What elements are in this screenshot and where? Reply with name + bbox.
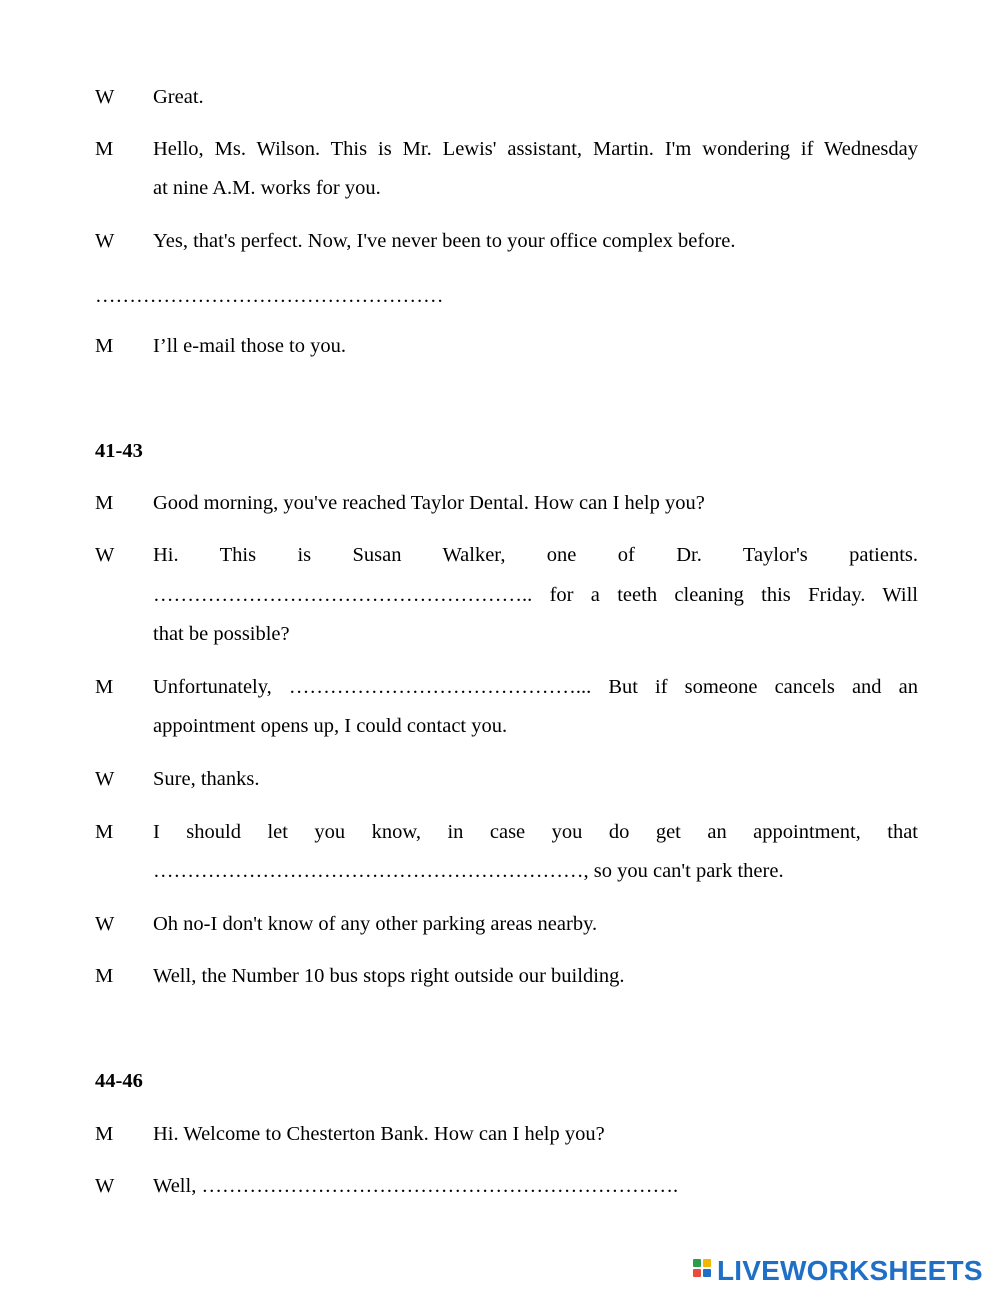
speaker-label: M [95, 676, 114, 698]
speaker-label: M [95, 965, 114, 987]
speaker-label: W [95, 230, 115, 252]
dialogue-text: Oh no-I don't know of any other parking areas nearby. [153, 913, 598, 935]
dialogue-text-with-blank[interactable]: ………………………………………………………, so you can't park there. [153, 860, 784, 882]
dialogue-text: Well, the Number 10 bus stops right outside our building. [153, 965, 625, 987]
dialogue-text-with-blank[interactable]: Unfortunately, ……………………………………... But if someone cancels and an [153, 676, 918, 698]
dialogue-text: that be possible? [153, 623, 290, 645]
dialogue-text: Sure, thanks. [153, 768, 260, 790]
dialogue-text: Hi. Welcome to Chesterton Bank. How can I help you? [153, 1123, 605, 1145]
speaker-label: M [95, 335, 114, 357]
speaker-label: M [95, 1123, 114, 1145]
dialogue-text: at nine A.M. works for you. [153, 177, 381, 199]
dialogue-text: Great. [153, 86, 204, 108]
speaker-label: M [95, 138, 114, 160]
dialogue-text: Good morning, you've reached Taylor Dental. How can I help you? [153, 492, 705, 514]
speaker-label: W [95, 913, 115, 935]
liveworksheets-logo[interactable] [693, 1257, 983, 1285]
fill-in-blank[interactable]: …………………………………………… [95, 285, 444, 307]
logo-text: LIVEWORKSHEETS [717, 1255, 983, 1286]
dialogue-text: appointment opens up, I could contact you. [153, 715, 508, 737]
speaker-label: M [95, 821, 114, 843]
dialogue-text-with-blank[interactable]: ……………………………………………….. for a teeth cleaning this Friday. Will [153, 584, 918, 606]
liveworksheets-logo-icon [693, 1259, 715, 1283]
speaker-label: W [95, 86, 115, 108]
speaker-label: M [95, 492, 114, 514]
speaker-label: W [95, 1175, 115, 1197]
dialogue-text: I should let you know, in case you do get an appointment, that [153, 821, 918, 843]
section-heading: 44-46 [95, 1070, 143, 1092]
speaker-label: W [95, 544, 115, 566]
section-heading: 41-43 [95, 440, 143, 462]
dialogue-text: Hello, Ms. Wilson. This is Mr. Lewis' assistant, Martin. I'm wondering if Wednesday [153, 138, 918, 160]
speaker-label: W [95, 768, 115, 790]
dialogue-text: Yes, that's perfect. Now, I've never been to your office complex before. [153, 230, 736, 252]
dialogue-text: I’ll e-mail those to you. [153, 335, 346, 357]
dialogue-text-with-blank[interactable]: Well, ……………………………………………………………. [153, 1175, 679, 1197]
dialogue-text: Hi. This is Susan Walker, one of Dr. Taylor's patients. [153, 544, 918, 566]
